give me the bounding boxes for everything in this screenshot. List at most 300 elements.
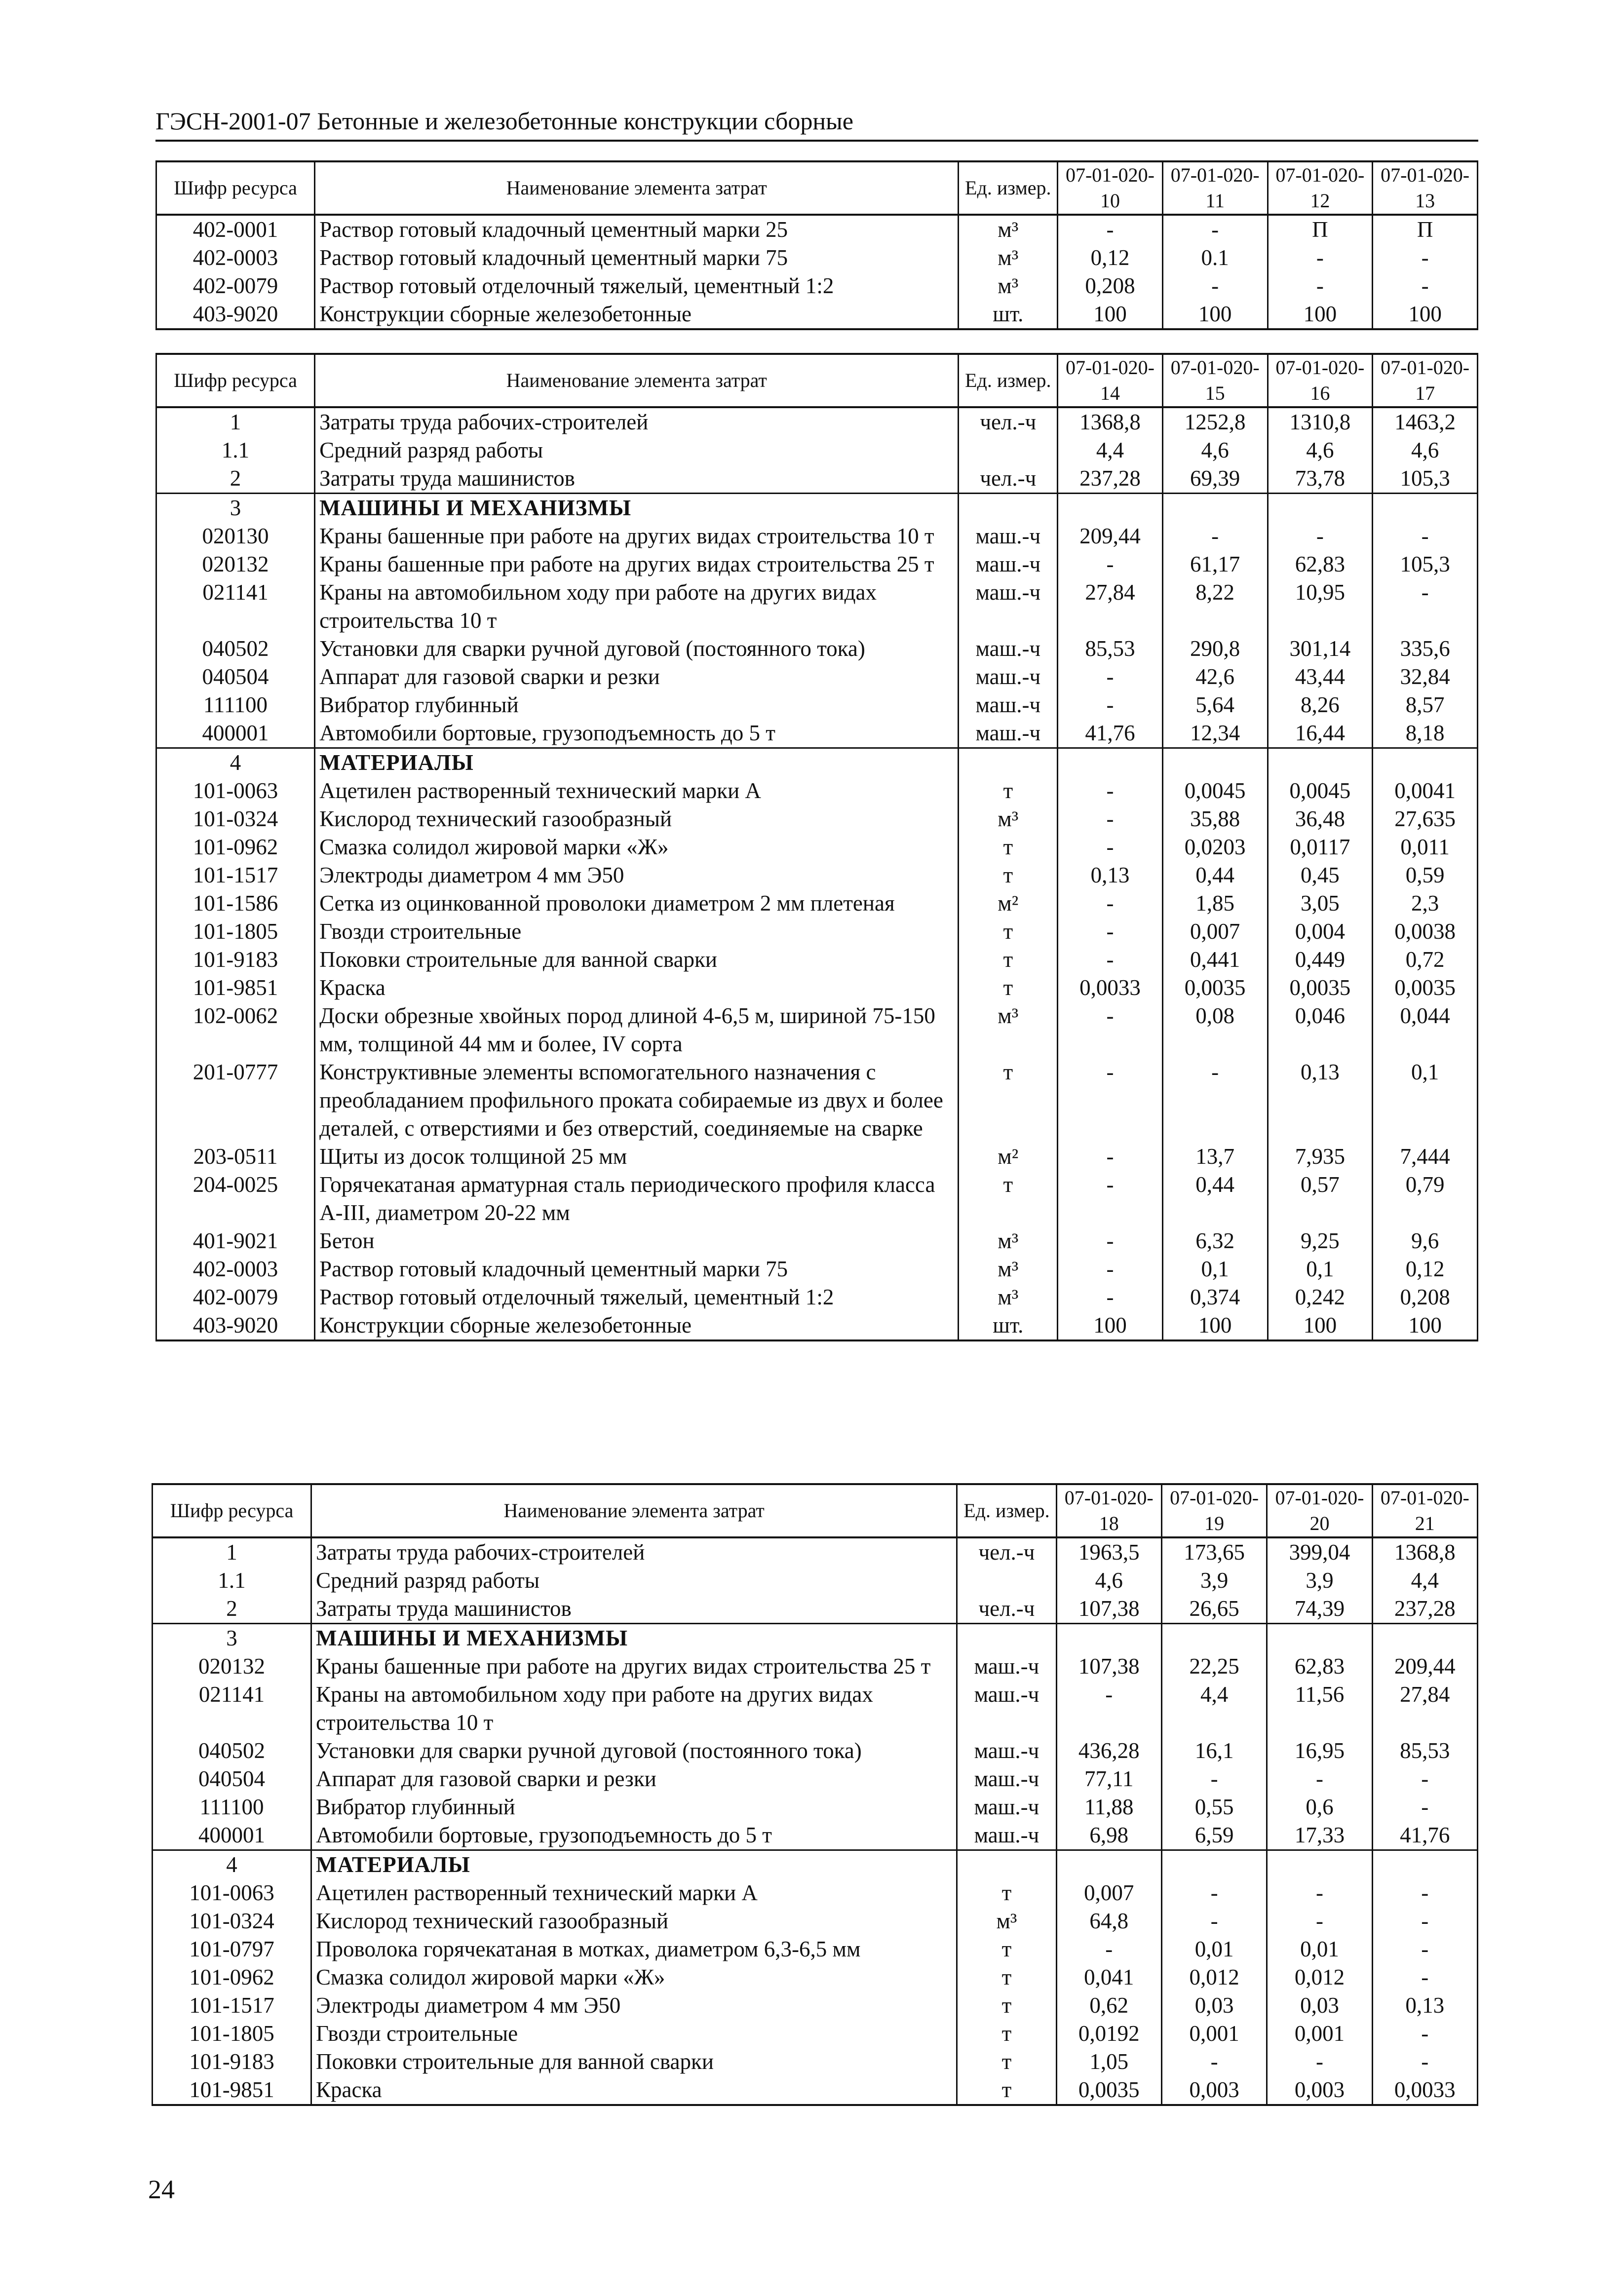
column-header: 07-01-020-16: [1268, 354, 1373, 407]
resource-name: Гвозди строительные: [315, 918, 959, 946]
value-cell: -: [1058, 550, 1163, 578]
value-cell: 62,83: [1267, 1652, 1372, 1681]
resource-name: Краска: [315, 974, 959, 1002]
resource-name: Щиты из досок толщиной 25 мм: [315, 1143, 959, 1171]
table-row: [153, 1793, 1478, 1821]
value-cell: 61,17: [1162, 550, 1268, 578]
table-row: [156, 578, 1478, 635]
value-cell: 4,6: [1268, 436, 1373, 464]
unit: маш.-ч: [957, 1652, 1056, 1681]
unit: т: [959, 974, 1058, 1002]
table-row: [156, 1311, 1478, 1340]
value-cell: 0,57: [1268, 1171, 1373, 1227]
value-cell: 64,8: [1056, 1907, 1161, 1935]
resource-code: 400001: [156, 719, 315, 748]
resource-name: Раствор готовый кладочный цементный марки 75: [315, 1255, 959, 1283]
resource-code: 2: [156, 464, 315, 494]
value-cell: -: [1161, 1879, 1267, 1907]
table-row: [156, 215, 1478, 244]
value-cell: 436,28: [1056, 1737, 1161, 1765]
value-cell: 16,44: [1268, 719, 1373, 748]
value-cell: 335,6: [1373, 635, 1478, 663]
value-cell: -: [1058, 215, 1163, 244]
column-header: Шифр ресурса: [156, 161, 315, 215]
unit: шт.: [959, 1311, 1058, 1340]
value-cell: 0,44: [1162, 1171, 1268, 1227]
resource-code: 101-9183: [153, 2048, 311, 2076]
resource-code: 201-0777: [156, 1058, 315, 1143]
table-row: [156, 861, 1478, 889]
value-cell: 16,1: [1161, 1737, 1267, 1765]
resource-table-2: [155, 353, 1478, 1341]
resource-code: 021141: [156, 578, 315, 635]
resource-name: МАШИНЫ И МЕХАНИЗМЫ: [311, 1624, 957, 1653]
value-cell: 73,78: [1268, 464, 1373, 494]
resource-code: 101-9851: [156, 974, 315, 1002]
unit: т: [957, 2076, 1056, 2105]
resource-name: Конструкции сборные железобетонные: [315, 300, 959, 329]
column-header: 07-01-020-17: [1373, 354, 1478, 407]
value-cell: 0,0045: [1268, 777, 1373, 805]
table-row: [153, 2076, 1478, 2105]
column-header: 07-01-020-14: [1058, 354, 1163, 407]
resource-table-1: [155, 160, 1478, 330]
resource-name: Электроды диаметром 4 мм Э50: [315, 861, 959, 889]
value-cell: 0,007: [1162, 918, 1268, 946]
table-row: [156, 889, 1478, 918]
value-cell: 399,04: [1267, 1537, 1372, 1567]
table-row: [156, 833, 1478, 861]
table-row: [156, 1227, 1478, 1255]
value-cell: 0,041: [1056, 1963, 1161, 1991]
value-cell: 100: [1162, 1311, 1268, 1340]
value-cell: -: [1162, 272, 1268, 300]
value-cell: 0,0117: [1268, 833, 1373, 861]
value-cell: -: [1372, 1793, 1477, 1821]
value-cell: 6,32: [1162, 1227, 1268, 1255]
table-row: [156, 1143, 1478, 1171]
value-cell: [1373, 494, 1478, 523]
value-cell: 0,59: [1373, 861, 1478, 889]
unit: маш.-ч: [959, 719, 1058, 748]
value-cell: 9,25: [1268, 1227, 1373, 1255]
resource-code: 040502: [153, 1737, 311, 1765]
resource-name: Ацетилен растворенный технический марки А: [311, 1879, 957, 1907]
unit: т: [957, 2048, 1056, 2076]
value-cell: 77,11: [1056, 1765, 1161, 1793]
resource-code: 403-9020: [156, 300, 315, 329]
resource-code: 101-1805: [156, 918, 315, 946]
resource-name: Смазка солидол жировой марки «Ж»: [311, 1963, 957, 1991]
resource-name: Краска: [311, 2076, 957, 2105]
column-header: 07-01-020-15: [1162, 354, 1268, 407]
table-row: [153, 1737, 1478, 1765]
value-cell: 0,208: [1373, 1283, 1478, 1311]
value-cell: 3,05: [1268, 889, 1373, 918]
value-cell: 0,01: [1267, 1935, 1372, 1963]
table-row: [156, 550, 1478, 578]
column-header: 07-01-020-18: [1056, 1484, 1161, 1537]
value-cell: 16,95: [1267, 1737, 1372, 1765]
value-cell: 0,6: [1267, 1793, 1372, 1821]
value-cell: 0,449: [1268, 946, 1373, 974]
resource-code: 400001: [153, 1821, 311, 1850]
value-cell: 173,65: [1161, 1537, 1267, 1567]
unit: маш.-ч: [959, 635, 1058, 663]
value-cell: 1963,5: [1056, 1537, 1161, 1567]
table-row: [153, 1567, 1478, 1595]
resource-code: 1: [153, 1537, 311, 1567]
resource-code: 101-0324: [153, 1907, 311, 1935]
resource-name: Поковки строительные для ванной сварки: [315, 946, 959, 974]
value-cell: 0,011: [1373, 833, 1478, 861]
unit: маш.-ч: [959, 691, 1058, 719]
value-cell: [1268, 494, 1373, 523]
value-cell: 0,374: [1162, 1283, 1268, 1311]
column-header: 07-01-020-19: [1161, 1484, 1267, 1537]
value-cell: 100: [1373, 1311, 1478, 1340]
resource-name: Кислород технический газообразный: [311, 1907, 957, 1935]
value-cell: 8,57: [1373, 691, 1478, 719]
table-row: [153, 1991, 1478, 2020]
table-row: [156, 244, 1478, 272]
column-header: Ед. измер.: [957, 1484, 1056, 1537]
unit: м²: [959, 1143, 1058, 1171]
table-row: [156, 635, 1478, 663]
value-cell: 1,85: [1162, 889, 1268, 918]
resource-name: МАТЕРИАЛЫ: [311, 1850, 957, 1879]
value-cell: 237,28: [1372, 1595, 1477, 1624]
table-row: [153, 1681, 1478, 1737]
unit: маш.-ч: [957, 1821, 1056, 1850]
value-cell: 8,18: [1373, 719, 1478, 748]
unit: м²: [959, 889, 1058, 918]
unit: т: [957, 1935, 1056, 1963]
table-row: [156, 777, 1478, 805]
unit: т: [959, 918, 1058, 946]
value-cell: 105,3: [1373, 464, 1478, 494]
value-cell: -: [1268, 244, 1373, 272]
column-header: Ед. измер.: [959, 161, 1058, 215]
value-cell: 26,65: [1161, 1595, 1267, 1624]
value-cell: 0,1: [1268, 1255, 1373, 1283]
value-cell: 0,001: [1267, 2020, 1372, 2048]
value-cell: -: [1372, 1935, 1477, 1963]
resource-code: 3: [156, 494, 315, 523]
table-row: [156, 719, 1478, 748]
section-row: [153, 1850, 1478, 1879]
resource-code: 040504: [156, 663, 315, 691]
value-cell: 100: [1268, 1311, 1373, 1340]
resource-code: 020132: [156, 550, 315, 578]
value-cell: [1056, 1850, 1161, 1879]
value-cell: 0,1: [1373, 1058, 1478, 1143]
resource-name: Конструкции сборные железобетонные: [315, 1311, 959, 1340]
resource-name: Конструктивные элементы вспомогательного назначения с преобладанием профильного проката собираемые из двух и более деталей, с отверстиями и без отверстий, соединяемые на сварке: [315, 1058, 959, 1143]
value-cell: -: [1058, 1143, 1163, 1171]
value-cell: [1372, 1850, 1477, 1879]
value-cell: 1310,8: [1268, 407, 1373, 436]
column-header: Шифр ресурса: [156, 354, 315, 407]
resource-code: 1.1: [156, 436, 315, 464]
resource-code: 4: [156, 748, 315, 777]
value-cell: 17,33: [1267, 1821, 1372, 1850]
resource-name: МАТЕРИАЛЫ: [315, 748, 959, 777]
resource-name: Бетон: [315, 1227, 959, 1255]
unit: т: [959, 833, 1058, 861]
unit: т: [957, 1963, 1056, 1991]
resource-code: 402-0003: [156, 1255, 315, 1283]
resource-code: 4: [153, 1850, 311, 1879]
resource-code: 101-0063: [153, 1879, 311, 1907]
value-cell: -: [1267, 1765, 1372, 1793]
resource-code: 402-0079: [156, 1283, 315, 1311]
value-cell: 4,6: [1162, 436, 1268, 464]
resource-code: 3: [153, 1624, 311, 1653]
unit: [959, 436, 1058, 464]
value-cell: 0,004: [1268, 918, 1373, 946]
unit: т: [959, 1058, 1058, 1143]
value-cell: 0,0033: [1372, 2076, 1477, 2105]
value-cell: 0,44: [1162, 861, 1268, 889]
resource-code: 1.1: [153, 1567, 311, 1595]
value-cell: 0,62: [1056, 1991, 1161, 2020]
resource-code: 101-1517: [153, 1991, 311, 2020]
value-cell: 1368,8: [1058, 407, 1163, 436]
value-cell: -: [1058, 1255, 1163, 1283]
unit: т: [959, 861, 1058, 889]
value-cell: 41,76: [1058, 719, 1163, 748]
resource-name: Смазка солидол жировой марки «Ж»: [315, 833, 959, 861]
resource-code: 203-0511: [156, 1143, 315, 1171]
value-cell: 4,4: [1372, 1567, 1477, 1595]
value-cell: 237,28: [1058, 464, 1163, 494]
resource-name: Краны башенные при работе на других видах строительства 25 т: [311, 1652, 957, 1681]
value-cell: 8,26: [1268, 691, 1373, 719]
value-cell: -: [1056, 1935, 1161, 1963]
value-cell: 1,05: [1056, 2048, 1161, 2076]
value-cell: 209,44: [1058, 522, 1163, 550]
value-cell: 0,242: [1268, 1283, 1373, 1311]
unit: м³: [959, 244, 1058, 272]
unit: т: [959, 946, 1058, 974]
value-cell: 22,25: [1161, 1652, 1267, 1681]
resource-code: 101-1586: [156, 889, 315, 918]
unit: т: [959, 1171, 1058, 1227]
resource-name: Раствор готовый кладочный цементный марки 75: [315, 244, 959, 272]
resource-code: 1: [156, 407, 315, 436]
unit: маш.-ч: [957, 1793, 1056, 1821]
resource-code: 402-0079: [156, 272, 315, 300]
value-cell: 105,3: [1373, 550, 1478, 578]
unit: м³: [959, 215, 1058, 244]
table-row: [156, 1058, 1478, 1143]
unit: м³: [959, 1227, 1058, 1255]
value-cell: 74,39: [1267, 1595, 1372, 1624]
value-cell: 0,08: [1162, 1002, 1268, 1058]
resource-name: Средний разряд работы: [315, 436, 959, 464]
unit: чел.-ч: [957, 1537, 1056, 1567]
value-cell: -: [1058, 777, 1163, 805]
value-cell: 0,0192: [1056, 2020, 1161, 2048]
table-row: [156, 522, 1478, 550]
column-header: Наименование элемента затрат: [311, 1484, 957, 1537]
unit: т: [957, 1991, 1056, 2020]
table-row: [153, 1537, 1478, 1567]
value-cell: [1162, 748, 1268, 777]
value-cell: 290,8: [1162, 635, 1268, 663]
value-cell: -: [1058, 1002, 1163, 1058]
table-row: [153, 2048, 1478, 2076]
value-cell: 4,6: [1056, 1567, 1161, 1595]
value-cell: -: [1372, 1879, 1477, 1907]
resource-name: Ацетилен растворенный технический марки А: [315, 777, 959, 805]
resource-code: 111100: [153, 1793, 311, 1821]
value-cell: -: [1058, 1227, 1163, 1255]
resource-name: Затраты труда рабочих-строителей: [311, 1537, 957, 1567]
unit: т: [957, 1879, 1056, 1907]
value-cell: -: [1162, 1058, 1268, 1143]
value-cell: 8,22: [1162, 578, 1268, 635]
table-row: [156, 407, 1478, 436]
column-header: Наименование элемента затрат: [315, 354, 959, 407]
value-cell: 0,01: [1161, 1935, 1267, 1963]
unit: маш.-ч: [959, 578, 1058, 635]
resource-code: 403-9020: [156, 1311, 315, 1340]
resource-name: Краны на автомобильном ходу при работе на других видах строительства 10 т: [315, 578, 959, 635]
unit: [957, 1567, 1056, 1595]
value-cell: 100: [1268, 300, 1373, 329]
resource-name: Автомобили бортовые, грузоподъемность до 5 т: [311, 1821, 957, 1850]
resource-name: Затраты труда машинистов: [311, 1595, 957, 1624]
value-cell: 0,12: [1058, 244, 1163, 272]
value-cell: 69,39: [1162, 464, 1268, 494]
column-header: 07-01-020-13: [1373, 161, 1478, 215]
value-cell: -: [1058, 1171, 1163, 1227]
resource-name: Средний разряд работы: [311, 1567, 957, 1595]
resource-code: 402-0003: [156, 244, 315, 272]
value-cell: [1162, 494, 1268, 523]
resource-name: Затраты труда машинистов: [315, 464, 959, 494]
value-cell: 107,38: [1056, 1652, 1161, 1681]
section-row: [153, 1624, 1478, 1653]
resource-code: 401-9021: [156, 1227, 315, 1255]
value-cell: 0,012: [1267, 1963, 1372, 1991]
value-cell: 11,88: [1056, 1793, 1161, 1821]
resource-code: 111100: [156, 691, 315, 719]
value-cell: 0,003: [1267, 2076, 1372, 2105]
column-header: 07-01-020-12: [1268, 161, 1373, 215]
resource-name: Гвозди строительные: [311, 2020, 957, 2048]
unit: [957, 1850, 1056, 1879]
page-header-title: ГЭСН-2001-07 Бетонные и железобетонные конструкции сборные: [155, 106, 1478, 142]
value-cell: 0,13: [1372, 1991, 1477, 2020]
resource-name: Раствор готовый отделочный тяжелый, цементный 1:2: [315, 272, 959, 300]
value-cell: -: [1056, 1681, 1161, 1737]
value-cell: 36,48: [1268, 805, 1373, 833]
table-row: [156, 300, 1478, 329]
value-cell: 4,6: [1373, 436, 1478, 464]
value-cell: -: [1162, 522, 1268, 550]
value-cell: 1463,2: [1373, 407, 1478, 436]
value-cell: П: [1373, 215, 1478, 244]
column-header: 07-01-020-10: [1058, 161, 1163, 215]
unit: м³: [959, 272, 1058, 300]
value-cell: [1268, 748, 1373, 777]
table-row: [156, 1283, 1478, 1311]
value-cell: 32,84: [1373, 663, 1478, 691]
value-cell: 0,208: [1058, 272, 1163, 300]
value-cell: 0,0041: [1373, 777, 1478, 805]
value-cell: 35,88: [1162, 805, 1268, 833]
value-cell: 2,3: [1373, 889, 1478, 918]
resource-code: 101-0324: [156, 805, 315, 833]
resource-name: Установки для сварки ручной дуговой (постоянного тока): [311, 1737, 957, 1765]
value-cell: 41,76: [1372, 1821, 1477, 1850]
value-cell: 11,56: [1267, 1681, 1372, 1737]
value-cell: [1267, 1850, 1372, 1879]
table-row: [153, 1963, 1478, 1991]
value-cell: [1373, 748, 1478, 777]
value-cell: [1161, 1850, 1267, 1879]
value-cell: 100: [1058, 1311, 1163, 1340]
unit: м³: [957, 1907, 1056, 1935]
column-header: Ед. измер.: [959, 354, 1058, 407]
value-cell: 6,59: [1161, 1821, 1267, 1850]
resource-name: Краны башенные при работе на других видах строительства 25 т: [315, 550, 959, 578]
resource-code: 101-0962: [153, 1963, 311, 1991]
unit: м³: [959, 1255, 1058, 1283]
value-cell: 9,6: [1373, 1227, 1478, 1255]
value-cell: -: [1373, 522, 1478, 550]
value-cell: 0,13: [1058, 861, 1163, 889]
value-cell: 6,98: [1056, 1821, 1161, 1850]
column-header: Шифр ресурса: [153, 1484, 311, 1537]
resource-name: Краны на автомобильном ходу при работе на других видах строительства 10 т: [311, 1681, 957, 1737]
value-cell: 0,72: [1373, 946, 1478, 974]
value-cell: 0,12: [1373, 1255, 1478, 1283]
value-cell: 107,38: [1056, 1595, 1161, 1624]
value-cell: 0,441: [1162, 946, 1268, 974]
resource-name: Аппарат для газовой сварки и резки: [315, 663, 959, 691]
column-header: 07-01-020-20: [1267, 1484, 1372, 1537]
value-cell: 0,003: [1161, 2076, 1267, 2105]
page-number: 24: [148, 2175, 175, 2204]
value-cell: 1368,8: [1372, 1537, 1477, 1567]
table-row: [153, 2020, 1478, 2048]
value-cell: 0,0035: [1162, 974, 1268, 1002]
table-row: [156, 1002, 1478, 1058]
unit: м³: [959, 805, 1058, 833]
resource-name: Сетка из оцинкованной проволоки диаметром 2 мм плетеная: [315, 889, 959, 918]
unit: маш.-ч: [959, 663, 1058, 691]
table-row: [156, 1255, 1478, 1283]
value-cell: 0.1: [1162, 244, 1268, 272]
resource-code: 020132: [153, 1652, 311, 1681]
value-cell: -: [1268, 522, 1373, 550]
resource-name: Аппарат для газовой сварки и резки: [311, 1765, 957, 1793]
resource-table-3: [152, 1483, 1478, 2106]
value-cell: 0,046: [1268, 1002, 1373, 1058]
unit: шт.: [959, 300, 1058, 329]
resource-name: Кислород технический газообразный: [315, 805, 959, 833]
resource-name: Краны башенные при работе на других видах строительства 10 т: [315, 522, 959, 550]
unit: [957, 1624, 1056, 1653]
value-cell: [1058, 748, 1163, 777]
value-cell: 0,0035: [1373, 974, 1478, 1002]
value-cell: 0,0033: [1058, 974, 1163, 1002]
unit: маш.-ч: [957, 1737, 1056, 1765]
